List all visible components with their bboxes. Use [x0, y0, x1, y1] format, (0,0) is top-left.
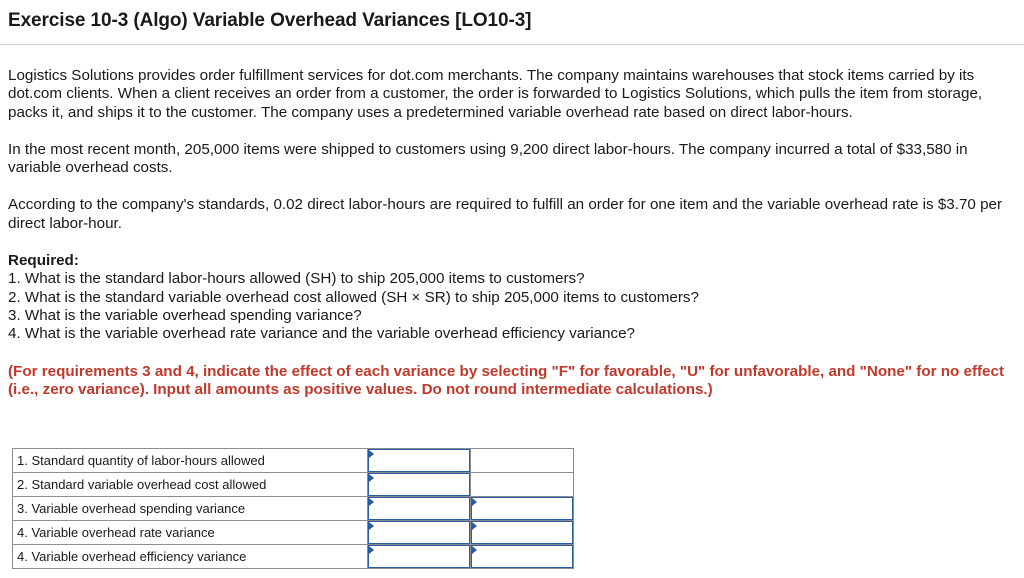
blank-cell	[471, 449, 574, 473]
amount-input-rate-variance[interactable]	[368, 521, 471, 545]
required-item-3: 3. What is the variable overhead spending variance?	[8, 306, 362, 324]
row-label: 3. Variable overhead spending variance	[13, 497, 368, 521]
problem-paragraph-3: According to the company's standards, 0.02 direct labor-hours are required to fulfill an order for one item and the variable overhead rate is $3.70 per direct labor-hour.	[8, 196, 1003, 232]
amount-input-standard-hours[interactable]	[368, 449, 471, 473]
cell-marker-icon	[369, 498, 374, 506]
amount-input-efficiency-variance[interactable]	[368, 545, 471, 569]
cell-marker-icon	[472, 546, 477, 554]
instruction-text: (For requirements 3 and 4, indicate the effect of each variance by selecting "F" for favorable, "U" for unfavorable, and "None" for no effect (i.e., zero variance). Input all amounts as positive values. Do not round intermediate calculations.)	[8, 362, 1005, 398]
answer-table	[12, 448, 574, 569]
required-item-4: 4. What is the variable overhead rate variance and the variable overhead efficiency variance?	[8, 325, 635, 343]
row-label: 1. Standard quantity of labor-hours allowed	[13, 449, 368, 473]
required-item-1: 1. What is the standard labor-hours allowed (SH) to ship 205,000 items to customers?	[8, 270, 585, 288]
table-row	[13, 521, 574, 545]
cell-marker-icon	[472, 522, 477, 530]
table-row	[13, 545, 574, 569]
table-row	[13, 497, 574, 521]
cell-marker-icon	[369, 474, 374, 482]
required-item-2: 2. What is the standard variable overhead cost allowed (SH × SR) to ship 205,000 items to customers?	[8, 288, 699, 306]
required-heading: Required:	[8, 252, 79, 270]
required-list	[8, 270, 1014, 343]
cell-marker-icon	[369, 522, 374, 530]
problem-paragraph-1: Logistics Solutions provides order fulfillment services for dot.com merchants. The company maintains warehouses that stock items carried by its dot.com clients. When a client receives an order from a customer, the order is forwarded to Logistics Solutions, which pulls the item from storage, packs it, and ships it to the customer. The company uses a predetermined variable overhead rate based on direct labor-hours.	[8, 67, 983, 121]
title-divider	[0, 44, 1024, 45]
row-label: 2. Standard variable overhead cost allowed	[13, 473, 368, 497]
effect-select-rate-variance[interactable]	[471, 521, 574, 545]
table-row	[13, 473, 574, 497]
problem-content	[8, 67, 1014, 399]
effect-select-efficiency-variance[interactable]	[471, 545, 574, 569]
cell-marker-icon	[369, 450, 374, 458]
blank-cell	[471, 473, 574, 497]
effect-select-spending-variance[interactable]	[471, 497, 574, 521]
row-label: 4. Variable overhead rate variance	[13, 521, 368, 545]
amount-input-standard-cost[interactable]	[368, 473, 471, 497]
cell-marker-icon	[369, 546, 374, 554]
problem-paragraph-2: In the most recent month, 205,000 items were shipped to customers using 9,200 direct labor-hours. The company incurred a total of $33,580 in variable overhead costs.	[8, 140, 968, 177]
page-title: Exercise 10-3 (Algo) Variable Overhead Variances [LO10-3]	[8, 10, 532, 31]
row-label: 4. Variable overhead efficiency variance	[13, 545, 368, 569]
table-row	[13, 449, 574, 473]
cell-marker-icon	[472, 498, 477, 506]
amount-input-spending-variance[interactable]	[368, 497, 471, 521]
